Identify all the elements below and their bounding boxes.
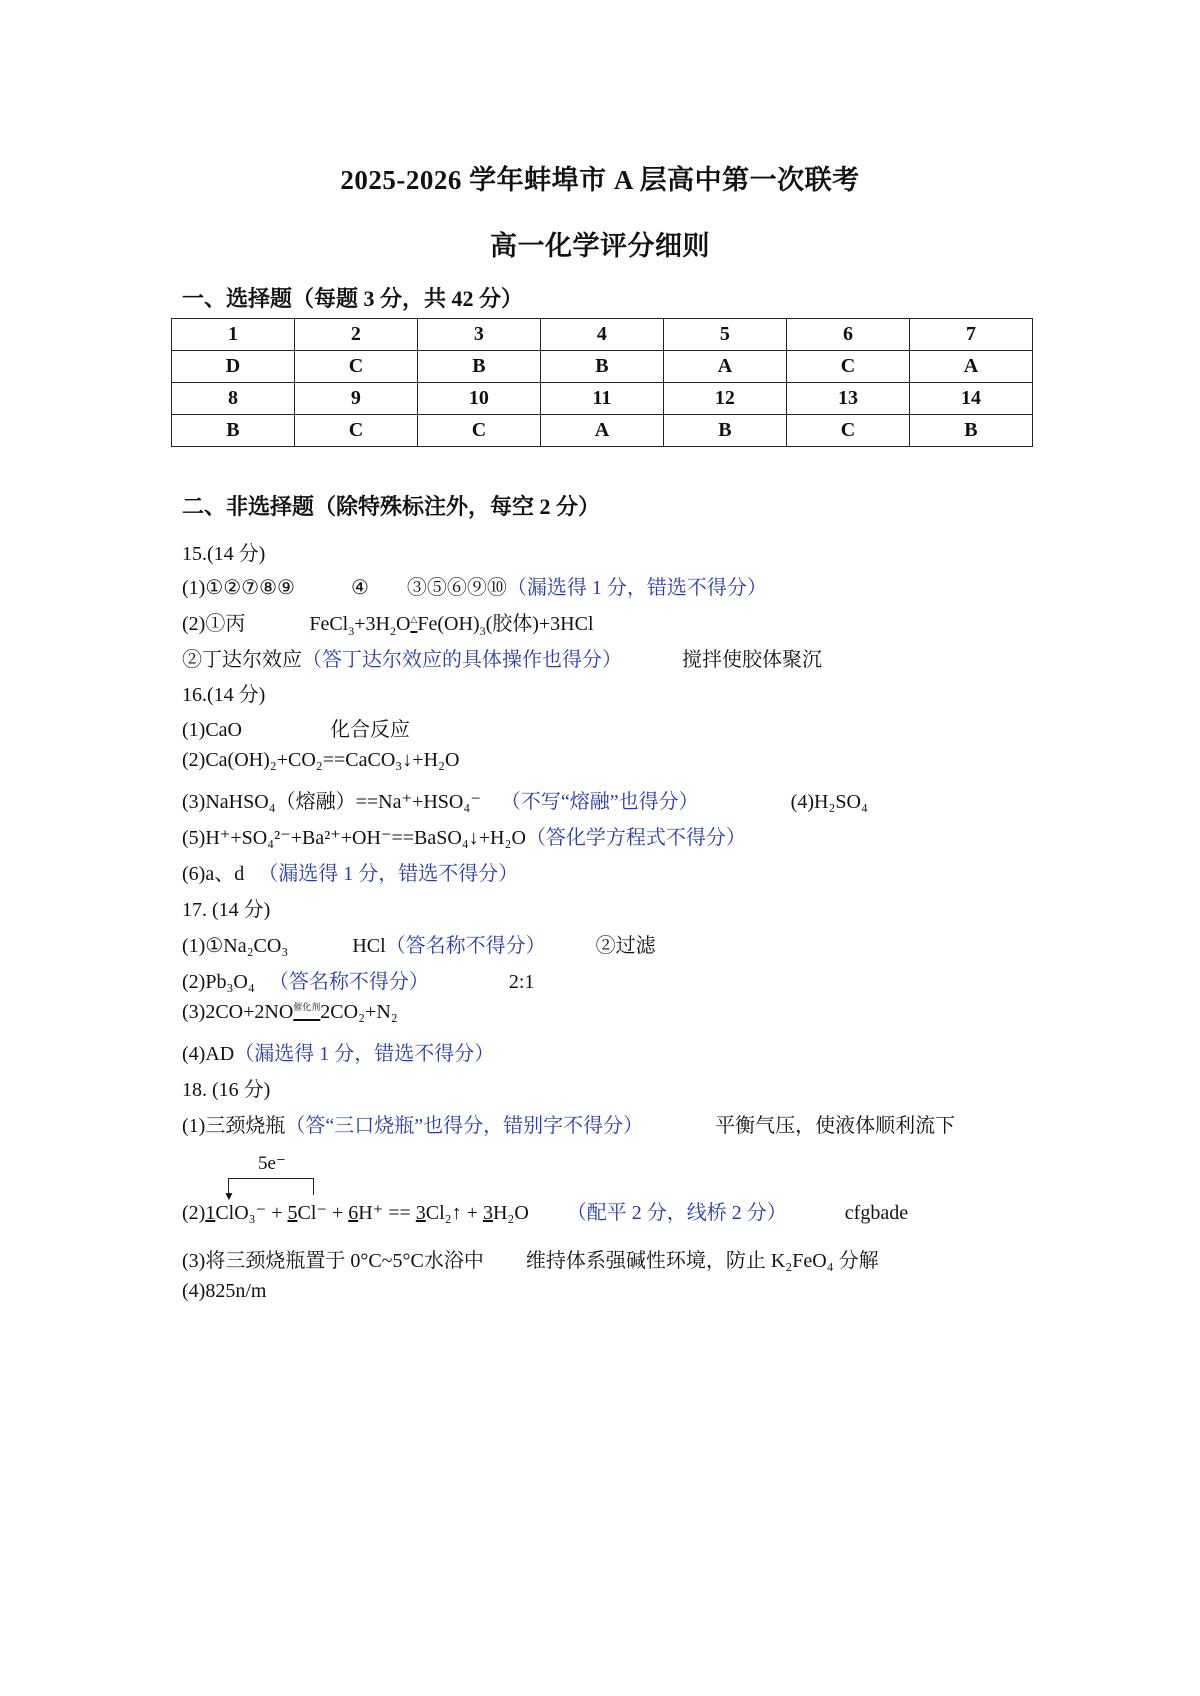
table-cell: 11 <box>540 383 663 415</box>
q15-1-answer-c: ③⑤⑥⑨⑩ <box>406 577 507 599</box>
table-cell: A <box>663 351 786 383</box>
table-cell: C <box>786 415 909 447</box>
q17-3-condition: 催化剂 <box>293 1002 321 1012</box>
q18-line-2: (2)1ClO₃⁻ + 5Cl⁻ + 6H⁺ == 3Cl₂↑ + 3H₂O （配平 2 分，线桥 2 分） cfgbade <box>182 1202 909 1224</box>
q17-4-note: （漏选得 1 分，错选不得分） <box>234 1043 495 1065</box>
table-cell: B <box>540 351 663 383</box>
q18-1-answer-b: 平衡气压，使液体顺利流下 <box>715 1115 956 1137</box>
q16-4-answer: (4)H₂SO₄ <box>790 791 868 813</box>
table-cell: 9 <box>294 383 417 415</box>
q17-1-answer-a: (1)①Na₂CO₃ <box>182 935 289 957</box>
q16-line-2: (2)Ca(OH)₂+CO₂==CaCO₃↓+H₂O <box>182 749 460 771</box>
q17-1-answer-c: ②过滤 <box>595 935 656 957</box>
q18-1-note: （答“三口烧瓶”也得分，错别字不得分） <box>285 1115 644 1137</box>
table-cell: 8 <box>172 383 295 415</box>
bridge-arrow-icon: ▼ <box>223 1189 235 1203</box>
q17-line-2 <box>182 965 534 994</box>
table-cell: B <box>663 415 786 447</box>
table-row-question-numbers <box>172 383 1033 415</box>
table-cell: C <box>786 351 909 383</box>
q16-line-3 <box>182 785 868 814</box>
q16-line-5 <box>182 821 746 850</box>
q17-2-note: （答名称不得分） <box>268 971 429 993</box>
q16-1-answer-a: (1)CaO <box>182 719 242 741</box>
table-row-question-numbers <box>172 319 1033 351</box>
q18-line-4: (4)825n/m <box>182 1280 267 1302</box>
q15-1-answer-b: ④ <box>350 577 369 599</box>
q16-5-note: （答化学方程式不得分） <box>525 827 746 849</box>
single-line-bridge <box>228 1178 314 1195</box>
q17-1-note: （答名称不得分） <box>385 935 546 957</box>
q16-6-note: （漏选得 1 分，错选不得分） <box>258 863 519 885</box>
q17-header: 17. (14 分) <box>182 899 271 921</box>
table-cell: B <box>417 351 540 383</box>
table-row-answers <box>172 415 1033 447</box>
q17-4-answer: (4)AD <box>182 1043 235 1065</box>
q18-line-1 <box>182 1109 955 1138</box>
q16-line-1 <box>182 713 410 742</box>
choice-answer-table <box>171 318 1033 447</box>
table-cell: 2 <box>294 319 417 351</box>
q15-2-answer-a: (2)①丙 <box>182 613 246 635</box>
q15-2-answer-c: 搅拌使胶体聚沉 <box>682 649 822 671</box>
section-nonchoice-heading: 二、非选择题（除特殊标注外，每空 2 分） <box>182 494 601 519</box>
q15-1-note: （漏选得 1 分，错选不得分） <box>506 577 767 599</box>
q17-line-1 <box>182 929 656 958</box>
q15-2-equation: $FeCl_3+3H_2O^\triangle Fe(OH)_3$(胶体)+3HCl <box>309 613 594 638</box>
table-cell: D <box>172 351 295 383</box>
q18-3-answer-a: (3)将三颈烧瓶置于 0°C~5°C水浴中 <box>182 1250 484 1272</box>
q17-line-3: $(3)2CO+2NO^{催化剂}2CO_2+N_2$ <box>182 1001 398 1023</box>
table-cell: 13 <box>786 383 909 415</box>
q17-1-answer-b: HCl <box>352 935 386 957</box>
table-cell: A <box>909 351 1032 383</box>
q18-line-3 <box>182 1244 879 1273</box>
table-cell: 14 <box>909 383 1032 415</box>
q16-6-answer: (6)a、d <box>182 863 245 885</box>
q18-1-answer-a: (1)三颈烧瓶 <box>182 1115 286 1137</box>
table-cell: 7 <box>909 319 1032 351</box>
q16-5-answer: (5)H⁺+SO₄²⁻+Ba²⁺+OH⁻==BaSO₄↓+H₂O <box>182 827 526 849</box>
page-title: 2025-2026 学年蚌埠市 A 层高中第一次联考 <box>340 165 860 195</box>
table-cell: C <box>417 415 540 447</box>
q18-header: 18. (16 分) <box>182 1079 271 1101</box>
table-cell: 4 <box>540 319 663 351</box>
table-cell: C <box>294 351 417 383</box>
q16-3-note: （不写“熔融”也得分） <box>500 791 699 813</box>
q15-line-2 <box>182 607 594 636</box>
q16-3-answer: (3)NaHSO₄（熔融）==Na⁺+HSO₄⁻ <box>182 791 481 813</box>
q15-2-answer-b: ②丁达尔效应 <box>182 649 302 671</box>
table-row-answers <box>172 351 1033 383</box>
table-cell: 3 <box>417 319 540 351</box>
q17-2-answer-a: (2)Pb₃O₄ <box>182 971 255 993</box>
q15-line-1 <box>182 571 767 600</box>
q16-line-6 <box>182 857 518 886</box>
table-cell: 12 <box>663 383 786 415</box>
table-cell: B <box>909 415 1032 447</box>
table-cell: 6 <box>786 319 909 351</box>
q18-2-note: （配平 2 分，线桥 2 分） <box>566 1202 787 1224</box>
q18-2-answer-b: cfgbade <box>844 1202 909 1224</box>
q15-3-note: （答丁达尔效应的具体操作也得分） <box>302 649 622 671</box>
q17-line-4 <box>182 1037 494 1066</box>
q15-line-3 <box>182 643 822 672</box>
section-choice-heading: 一、选择题（每题 3 分，共 42 分） <box>182 286 524 311</box>
q15-1-answer-a: (1)①②⑦⑧⑨ <box>182 577 295 599</box>
table-cell: A <box>540 415 663 447</box>
table-cell: 10 <box>417 383 540 415</box>
electron-transfer-label: 5e⁻ <box>258 1153 286 1174</box>
q18-3-answer-b: 维持体系强碱性环境，防止 K₂FeO₄ 分解 <box>525 1250 879 1272</box>
q16-1-answer-b: 化合反应 <box>329 719 410 741</box>
table-cell: B <box>172 415 295 447</box>
q15-header: 15.(14 分) <box>182 543 266 565</box>
q17-2-answer-b: 2:1 <box>508 971 535 993</box>
table-cell: 1 <box>172 319 295 351</box>
table-cell: C <box>294 415 417 447</box>
page-subtitle: 高一化学评分细则 <box>490 231 710 261</box>
q16-header: 16.(14 分) <box>182 684 266 706</box>
table-cell: 5 <box>663 319 786 351</box>
